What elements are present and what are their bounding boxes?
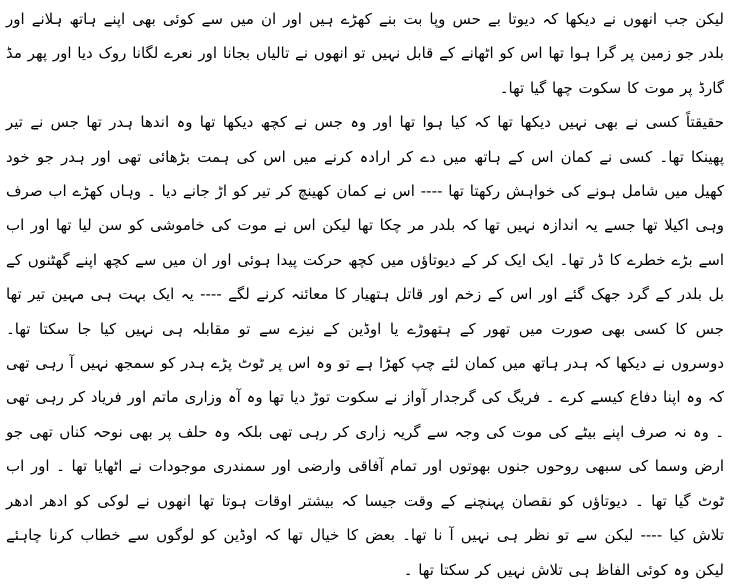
paragraph-1: لیکن جب انھوں نے دیکھا کہ دیوتا بے حس وپا بت بنے کھڑے ہیں اور ان میں سے کوئی بھی اپنے ہاتھ ہلانے اور بلدر جو زمین پر گرا ہوا تھا اس کو اٹھانے کے قابل نہیں تو انھوں نے تالیاں بجانا اور نعرے لگانا روک دیا اور پھر مڈ گارڈ پر موت کا سکوت چھا گیا تھا۔ — [6, 10, 724, 97]
paragraph-2: حقیقتاً کسی نے بھی نہیں دیکھا تھا کہ کیا ہوا تھا اور وہ جس نے کچھ دیکھا تھا وہ اندھا ہدر تھا جس نے تیر پھینکا تھا۔ کسی نے کمان اس کے ہاتھ میں دے کر ارادہ کرنے میں اس کی ہمت بڑھائی تھی اور ہدر جو خود کھیل میں شامل ہونے کی خواہش رکھتا تھا ---- اس نے کمان کھینچ کر تیر کو اڑ جانے دیا ۔ وہاں کھڑے اب صرف وہی اکیلا تھا جسے یہ اندازہ نہیں تھا کہ بلدر مر چکا تھا لیکن اس نے موت کی خاموشی کو سن لیا تھا اور اب اسے بڑے خطرے کا ڈر تھا۔ ایک ایک کر کے دیوتاؤں میں کچھ حرکت پیدا ہوئی اور ان میں سے کچھ اپنے گھٹنوں کے بل بلدر کے گرد جھک گئے اور اس کے زخم اور قاتل ہتھیار کا معائنہ کرنے لگے ---- یہ ایک بہت ہی مہین تیر تھا جس کا کسی بھی صورت میں تھور کے ہتھوڑے یا اوڈین کے نیزے سے تو مقابلہ ہی نہیں کیا جا سکتا تھا۔ دوسروں نے دیکھا کہ ہدر ہاتھ میں کمان لئے چپ کھڑا ہے تو وہ اس پر ٹوٹ پڑے ہدر کو سمجھ نہیں آ رہی تھی کہ وہ اپنا دفاع کیسے کرے ۔ فریگ کی گرجدار آواز نے سکوت توڑ دیا تھا وہ آہ وزاری ماتم اور فریاد کر رہی تھی ۔ وہ نہ صرف اپنے بیٹے کی موت کی وجہ سے گریہ زاری کر رہی تھی بلکہ وہ حلف پر بھی نوحہ کناں تھی جو ارض وسما کی سبھی روحوں جنوں بھوتوں اور تمام آفاقی وارضی اور سمندری موجودات نے اٹھایا تھا ۔ اور اب ٹوٹ گیا تھا ۔ دیوتاؤں کو نقصان پہنچنے کے وقت جیسا کہ بیشتر اوقات ہوتا تھا انھوں نے لوکی کو ادھر ادھر تلاش کیا ---- لیکن سے تو نظر ہی نہیں آ نا تھا۔ بعض کا خیال تھا کہ اوڈین کو لوگوں سے خطاب کرنا چاہئے لیکن وہ کوئی الفاظ ہی تلاش نہیں کر سکتا تھا ۔ — [6, 113, 724, 579]
